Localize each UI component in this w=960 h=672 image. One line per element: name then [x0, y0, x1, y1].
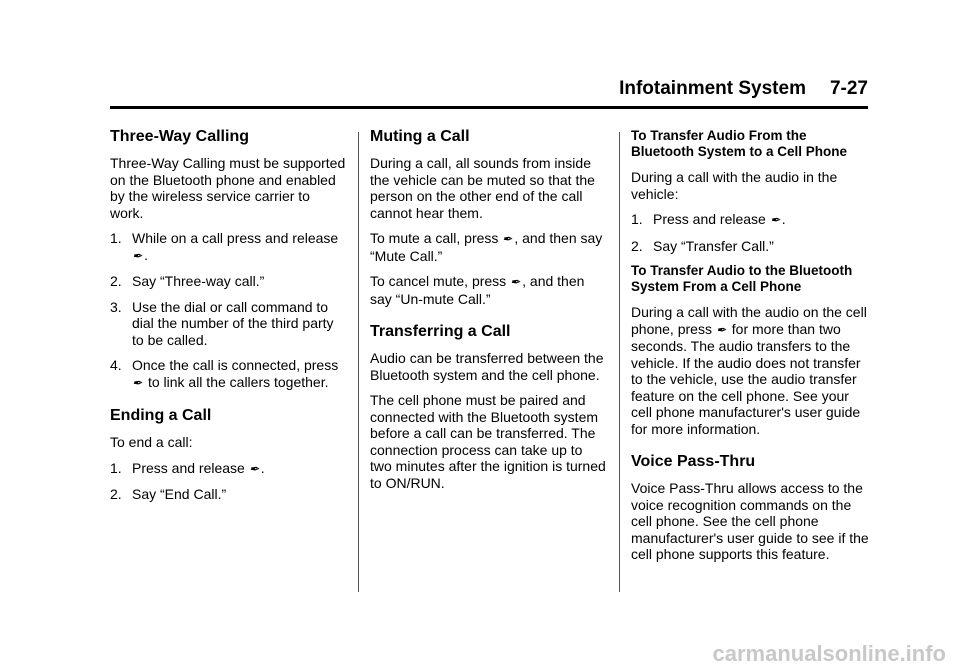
- page-header: [110, 78, 868, 109]
- list-item: 4. Once the call is connected, press ✒ to link all the callers together.: [110, 357, 339, 390]
- list-item: 3. Use the dial or call command to dial the number of the third party to be called.: [110, 298, 334, 348]
- watermark: carmanualsonline.info: [712, 641, 946, 666]
- paragraph: The cell phone must be paired and connected with the Bluetooth system before a call can be transferred. The connection process can take up to two minutes after the ignition is turned to ON/RUN.: [370, 392, 606, 491]
- list-item: 1. While on a call press and release ✒.: [110, 230, 339, 263]
- list-item: 2. Say “End Call.”: [110, 486, 227, 502]
- paragraph: To end a call:: [110, 434, 193, 450]
- section-title: Infotainment System: [619, 78, 806, 99]
- push-to-talk-icon: ✒: [501, 232, 515, 246]
- paragraph: Voice Pass-Thru allows access to the voice recognition commands on the cell phone. See the cell phone manufacturer's user guide to see if the cell phone supports this feature.: [631, 480, 869, 562]
- heading-muting-a-call: Muting a Call: [370, 128, 470, 145]
- list-item: 1. Press and release ✒.: [631, 211, 786, 227]
- list-item: 1. Press and release ✒.: [110, 459, 265, 476]
- list-item: 2. Say “Three-way call.”: [110, 273, 265, 289]
- push-to-talk-icon: ✒: [131, 375, 145, 390]
- heading-transferring-a-call: Transferring a Call: [370, 323, 511, 340]
- heading-transfer-to-phone: To Transfer Audio From the Bluetooth System to a Cell Phone: [631, 128, 848, 159]
- paragraph: To mute a call, press ✒, and then say “Mute Call.”: [370, 230, 603, 264]
- push-to-talk-icon: ✒: [509, 275, 523, 289]
- heading-voice-pass-thru: Voice Pass-Thru: [631, 453, 756, 470]
- column-1: [110, 128, 346, 512]
- push-to-talk-icon: ✒: [248, 461, 262, 476]
- paragraph: Audio can be transferred between the Bluetooth system and the cell phone.: [370, 350, 604, 383]
- heading-transfer-to-bluetooth: To Transfer Audio to the Bluetooth System From a Cell Phone: [631, 263, 853, 294]
- push-to-talk-icon: ✒: [769, 213, 783, 227]
- paragraph: Three-Way Calling must be supported on the Bluetooth phone and enabled by the wireless service carrier to work.: [110, 155, 346, 221]
- push-to-talk-icon: ✒: [131, 248, 145, 263]
- paragraph: During a call with the audio in the vehicle:: [631, 169, 838, 202]
- heading-three-way-calling: Three-Way Calling: [110, 128, 249, 145]
- column-2: [370, 128, 606, 500]
- paragraph: To cancel mute, press ✒, and then say “Un-mute Call.”: [370, 273, 585, 307]
- push-to-talk-icon: ✒: [715, 322, 729, 337]
- paragraph: During a call with the audio on the cell phone, press ✒ for more than two seconds. The audio transfers to the vehicle. If the audio does not transfer to the vehicle, use the audio transfer feature on the cell phone. See your cell phone manufacturer's user guide for more information.: [631, 304, 867, 437]
- column-divider: [619, 132, 620, 592]
- heading-ending-a-call: Ending a Call: [110, 407, 212, 424]
- paragraph: During a call, all sounds from inside the vehicle can be muted so that the person on the other end of the call cannot hear them.: [370, 155, 595, 221]
- page-number: 7-27: [829, 78, 868, 99]
- column-3: [631, 128, 871, 572]
- column-divider: [358, 132, 359, 592]
- list-item: 2. Say “Transfer Call.”: [631, 237, 774, 254]
